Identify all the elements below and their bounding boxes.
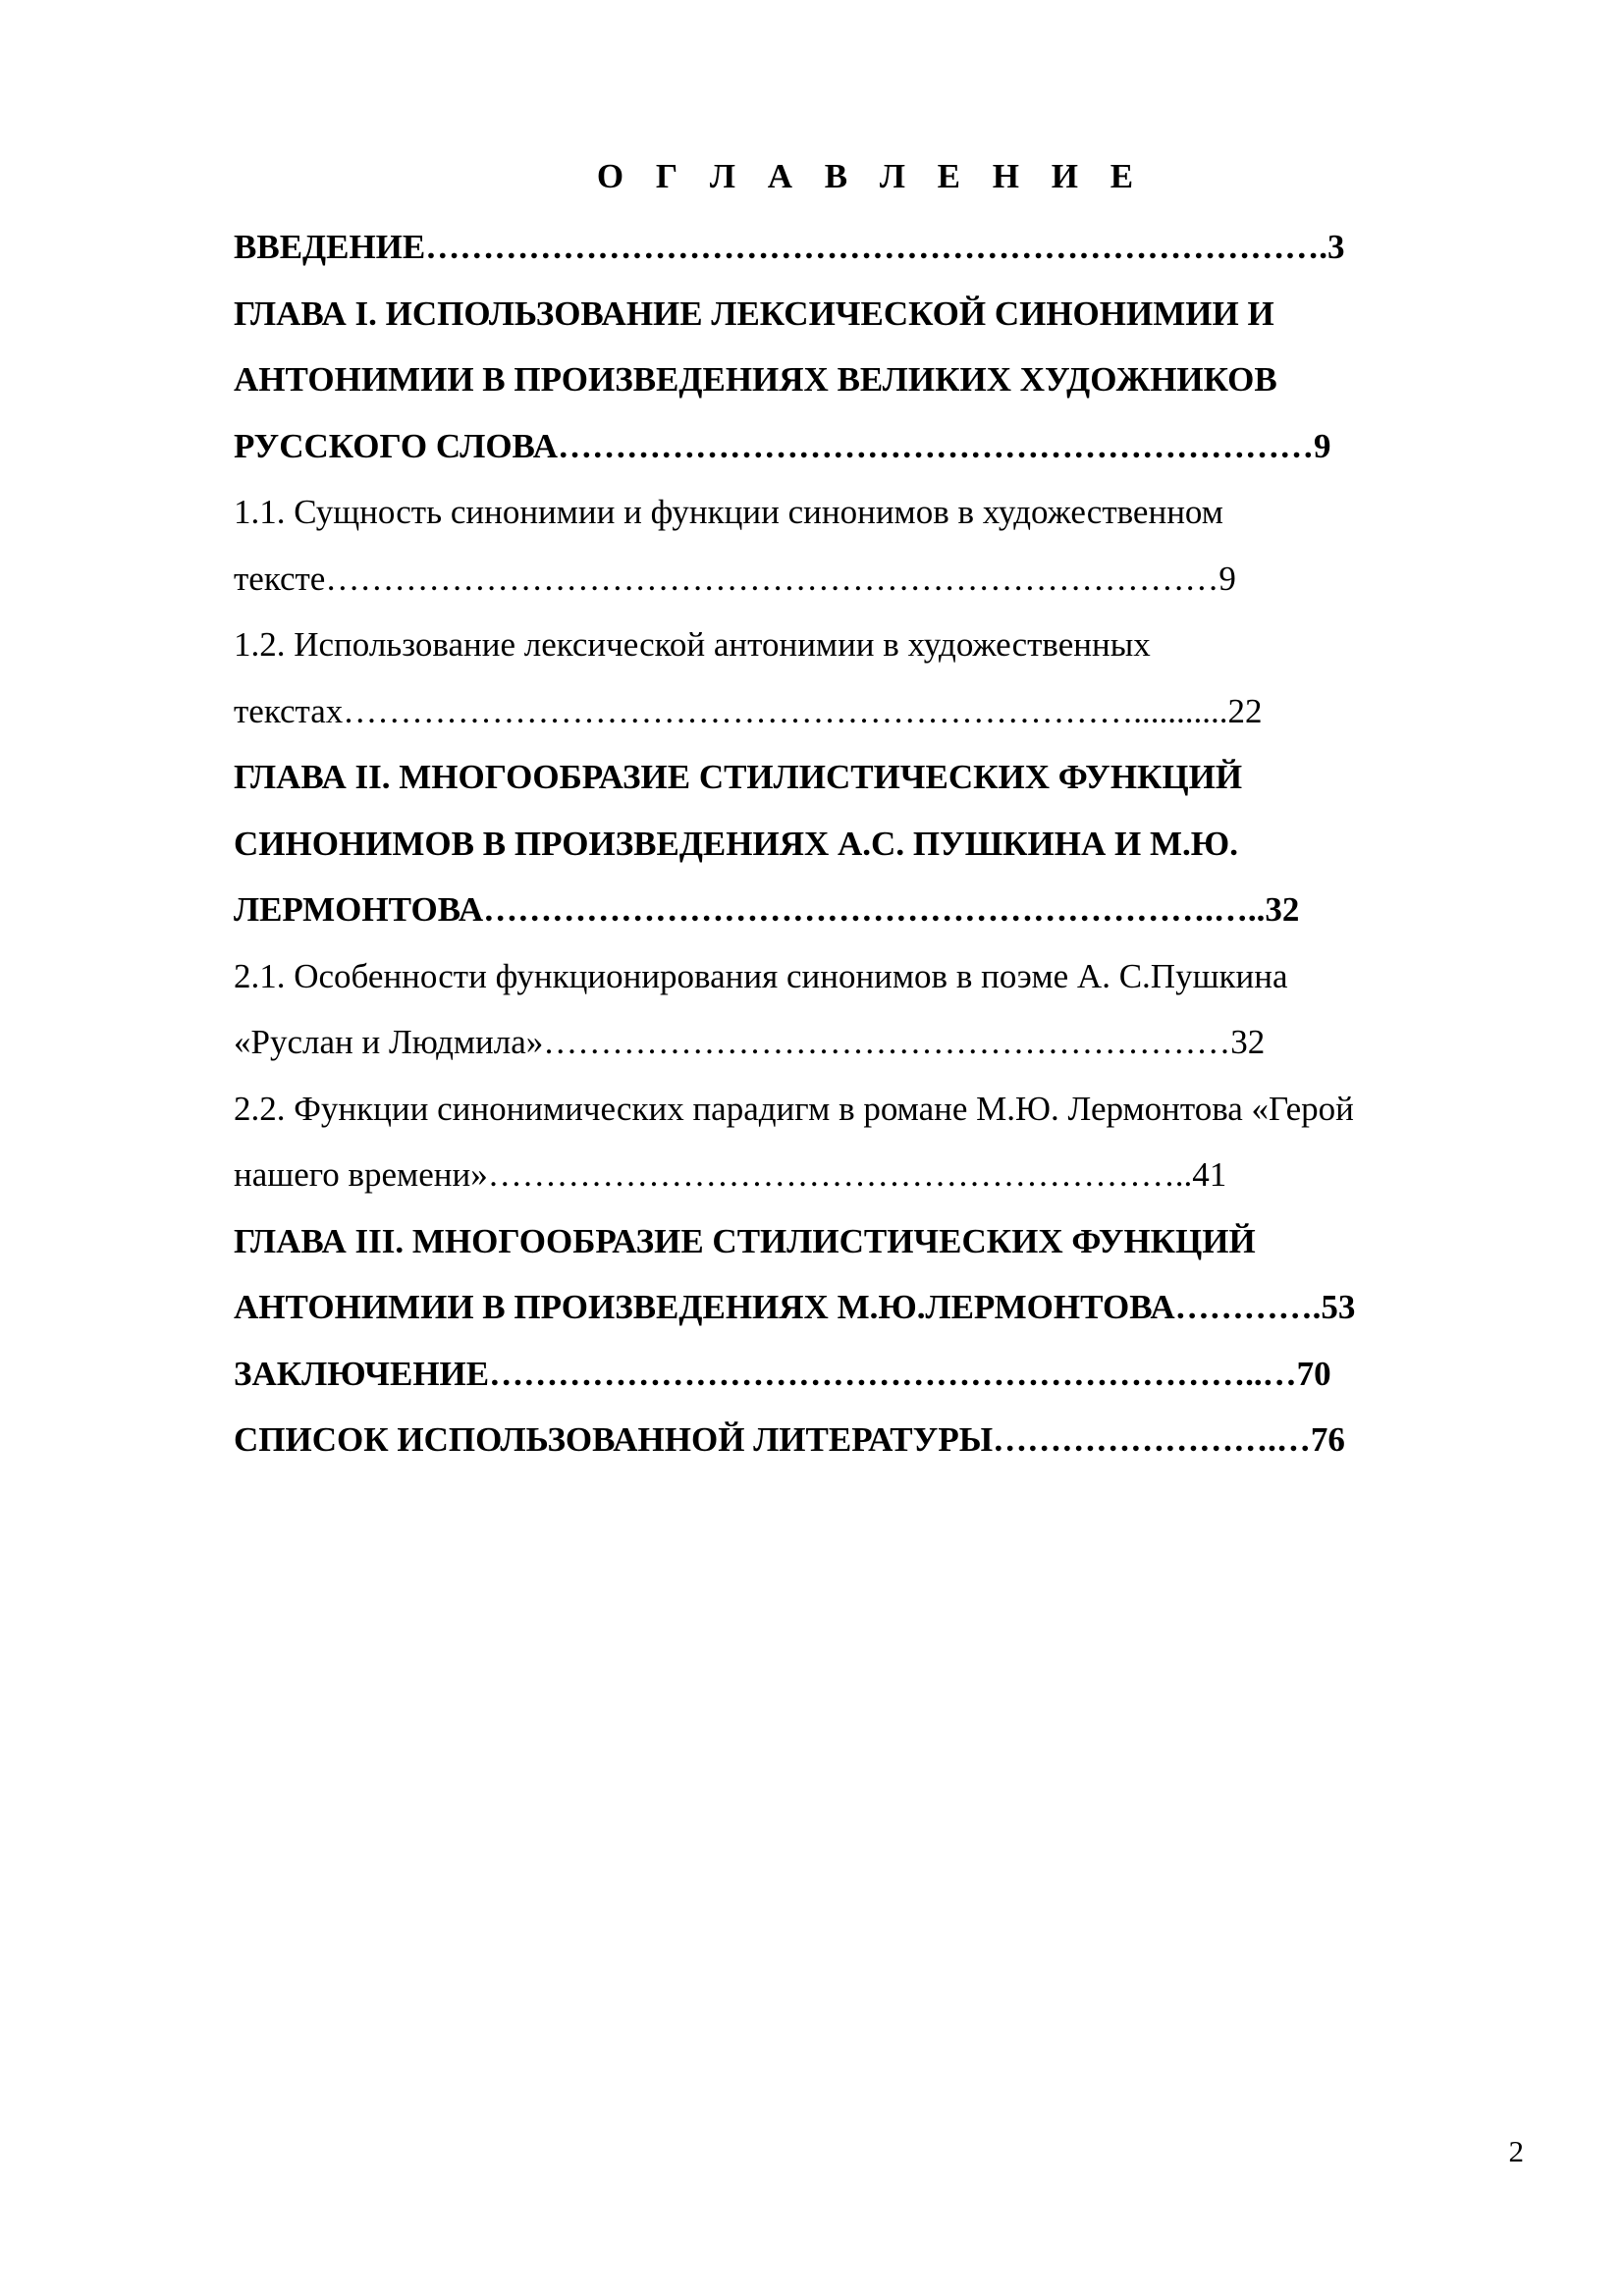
toc-entry-chapter-1-line-2: АНТОНИМИИ В ПРОИЗВЕДЕНИЯХ ВЕЛИКИХ ХУДОЖНИКОВ: [234, 360, 1277, 399]
toc-entry-section-2-1-line-1: 2.1. Особенности функционирования синонимов в поэме А. С.Пушкина: [234, 956, 1288, 995]
toc-entry-conclusion: ЗАКЛЮЧЕНИЕ…………………………………………………………..…70: [234, 1354, 1331, 1393]
toc-entry-section-1-1-line-1: 1.1. Сущность синонимии и функции синонимов в художественном: [234, 493, 1223, 531]
toc-entry-chapter-3-line-2: АНТОНИМИИ В ПРОИЗВЕДЕНИЯХ М.Ю.ЛЕРМОНТОВА………….53: [234, 1288, 1356, 1326]
toc-entry-chapter-2-line-3: ЛЕРМОНТОВА……………………………………………………….…..32: [234, 890, 1300, 929]
page-number: 2: [1508, 2134, 1524, 2168]
toc-entry-section-2-1-line-2: «Руслан и Людмила»……………………………………………………32: [234, 1023, 1266, 1061]
toc-entry-section-1-1-line-2: тексте……………………………………………………………………9: [234, 559, 1236, 598]
toc-entry-chapter-3-line-1: ГЛАВА III. МНОГООБРАЗИЕ СТИЛИСТИЧЕСКИХ ФУНКЦИЙ: [234, 1221, 1256, 1260]
table-of-contents: [234, 214, 1512, 1473]
toc-heading: О Г Л А В Л Е Н И Е: [596, 157, 1146, 195]
toc-entry-section-1-2-line-1: 1.2. Использование лексической антонимии в художественных: [234, 625, 1151, 664]
toc-entry-chapter-1-line-1: ГЛАВА I. ИСПОЛЬЗОВАНИЕ ЛЕКСИЧЕСКОЙ СИНОНИМИИ И: [234, 294, 1274, 333]
toc-entry-section-1-2-line-2: текстах……………………………………………………………...........22: [234, 691, 1263, 730]
toc-entry-section-2-2-line-1: 2.2. Функции синонимических парадигм в романе М.Ю. Лермонтова «Герой: [234, 1089, 1354, 1128]
toc-entry-introduction: ВВЕДЕНИЕ…………………………………………………………………….3: [234, 228, 1345, 266]
toc-entry-chapter-2-line-1: ГЛАВА II. МНОГООБРАЗИЕ СТИЛИСТИЧЕСКИХ ФУНКЦИЙ: [234, 758, 1243, 796]
toc-entry-section-2-2-line-2: нашего времени»……………………………………………………..41: [234, 1155, 1227, 1194]
toc-entry-chapter-2-line-2: СИНОНИМОВ В ПРОИЗВЕДЕНИЯХ А.С. ПУШКИНА И М.Ю.: [234, 824, 1238, 863]
toc-entry-bibliography: СПИСОК ИСПОЛЬЗОВАННОЙ ЛИТЕРАТУРЫ…………………….…76: [234, 1420, 1345, 1459]
toc-entry-chapter-1-line-3: РУССКОГО СЛОВА…………………………………………………………9: [234, 426, 1331, 465]
